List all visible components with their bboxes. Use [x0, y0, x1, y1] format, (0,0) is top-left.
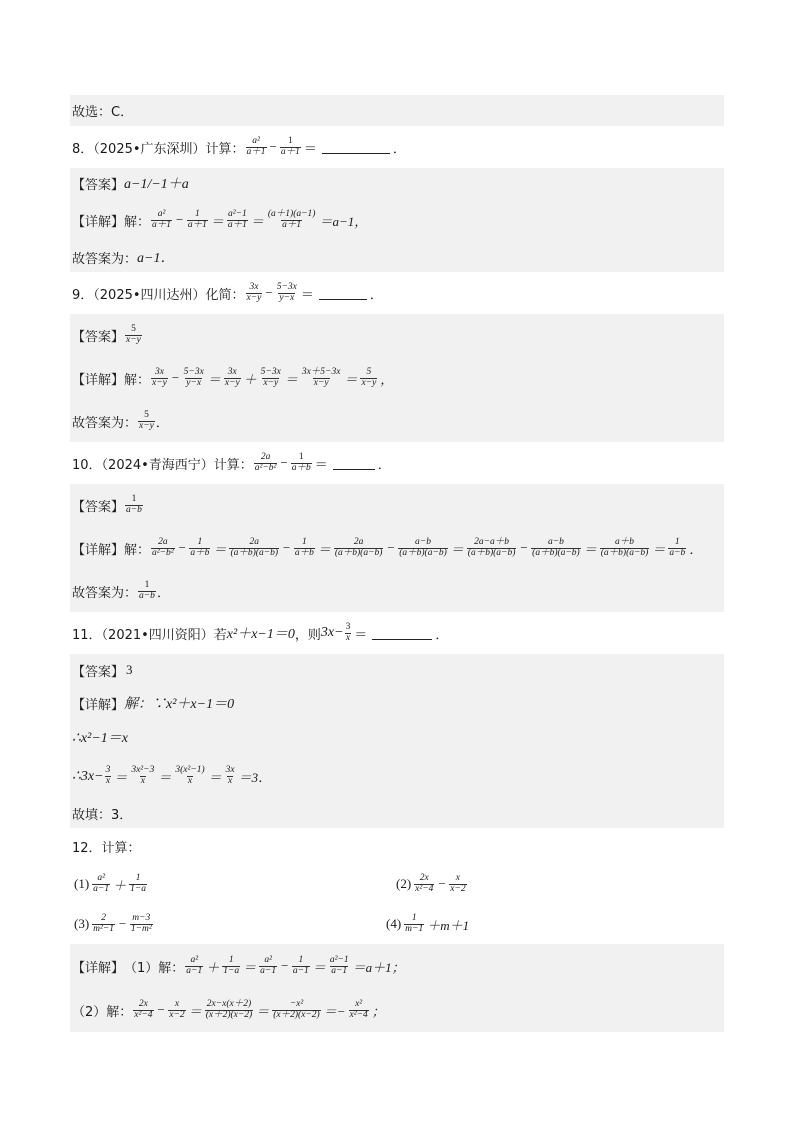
- fraction: [224, 368, 241, 389]
- fraction: [292, 956, 310, 977]
- q8-question: [70, 126, 724, 168]
- q11-solution-block: [70, 654, 724, 828]
- fraction: [229, 538, 279, 559]
- q10-question: [70, 442, 724, 484]
- fraction: [267, 210, 317, 231]
- numerator: a−b: [547, 536, 564, 547]
- q11-expr-pre: 3x−: [320, 625, 344, 640]
- fraction: [151, 368, 168, 389]
- denominator: x²−4: [349, 1009, 368, 1020]
- fraction: [467, 538, 517, 559]
- math-operator: ＝: [344, 371, 358, 387]
- fraction: [133, 1000, 153, 1021]
- denominator: 1−a: [130, 883, 147, 894]
- math-operator: −: [177, 540, 187, 555]
- fraction: [449, 874, 466, 895]
- numerator: 5−3x: [260, 366, 281, 377]
- q10-answer: $\frac{1}{a-b}$: [126, 493, 142, 515]
- denominator: (a＋b)(a−b): [600, 547, 649, 558]
- q11-answer-blank: [372, 627, 432, 640]
- q12-s1-steps: [184, 956, 406, 977]
- denominator: x²−4: [415, 883, 434, 894]
- fraction: [272, 1000, 321, 1021]
- numerator: 1: [135, 872, 141, 883]
- fraction: [92, 874, 110, 895]
- detail-tag: 【详解】: [72, 372, 125, 388]
- q10-answer-line: [70, 484, 724, 526]
- math-operator: ＝: [213, 541, 227, 557]
- denominator: (a＋b)(a−b): [399, 547, 447, 558]
- math-operator: ＝: [243, 959, 257, 975]
- q10-steps: [150, 538, 704, 559]
- q9-answer-blank: [319, 287, 367, 300]
- math-operator: −: [519, 540, 529, 555]
- math-operator: ＋m＋1: [427, 917, 470, 933]
- numerator: 2x: [138, 998, 148, 1009]
- fraction: [105, 766, 112, 787]
- q11-tail: ．: [435, 627, 449, 643]
- q9-tail: ．: [369, 287, 383, 303]
- math-operator: ＝: [188, 1003, 202, 1019]
- part-label: (2): [396, 876, 412, 891]
- math-operator: ，: [380, 371, 394, 387]
- part-label: (3): [74, 916, 90, 931]
- denominator: x: [187, 775, 193, 786]
- q10-solution-block: [70, 484, 724, 612]
- numerator: (a＋1)(a−1): [267, 208, 316, 219]
- numerator: x²: [355, 998, 363, 1009]
- q11-frac: $\frac{3}{x}$: [345, 621, 351, 643]
- fraction: [183, 368, 205, 389]
- q10-detail-line: [70, 526, 724, 570]
- part-label: (1): [74, 876, 90, 891]
- q9-final-line: [70, 400, 724, 442]
- detail-tag: 【详解】: [72, 960, 125, 976]
- math-operator: ＋: [243, 371, 257, 387]
- numerator: 3x: [225, 764, 235, 775]
- fraction: [600, 538, 650, 559]
- q12-detail-line1: [70, 944, 724, 988]
- q10-header: 10．（2024•青海西宁）计算：: [72, 457, 253, 473]
- q10-eq: ＝: [314, 456, 328, 472]
- numerator: 5−3x: [183, 366, 204, 377]
- math-operator: ＝: [256, 1003, 270, 1019]
- fraction: [259, 956, 277, 977]
- q8-answer: a−1/−1＋a: [124, 177, 189, 192]
- q9-solution-block: [70, 314, 724, 442]
- numerator: 1: [674, 536, 680, 547]
- q8-steps: [150, 210, 369, 231]
- q11-detail-3-pre: ∴3x−: [72, 768, 104, 784]
- fraction: [92, 914, 115, 935]
- denominator: x²−4: [134, 1009, 153, 1020]
- denominator: a＋1: [227, 219, 247, 230]
- fraction: [329, 956, 350, 977]
- q11-detail-2: ∴x²−1＝x: [72, 731, 128, 746]
- denominator: x: [105, 775, 111, 786]
- numerator: a²: [264, 954, 272, 965]
- denominator: 1−m²: [130, 923, 152, 934]
- denominator: a−1: [292, 965, 309, 976]
- fraction: [174, 766, 205, 787]
- math-operator: ；: [371, 1003, 385, 1019]
- math-operator: −: [175, 212, 184, 227]
- math-operator: ＝a＋1；: [352, 959, 405, 975]
- fraction: [404, 914, 424, 935]
- q10-final-tail: ．: [156, 585, 170, 601]
- fraction: [260, 368, 282, 389]
- numerator: 3x: [227, 366, 237, 377]
- math-operator: ＝: [317, 541, 331, 557]
- fraction: [668, 538, 686, 559]
- numerator: x: [455, 872, 460, 883]
- q12-s1-label: （1）解：: [124, 960, 185, 976]
- numerator: 2x: [419, 872, 429, 883]
- q11-header-b: ，则: [294, 627, 321, 643]
- q10-answer-blank: [333, 457, 375, 470]
- q8-detail-line: [70, 198, 724, 242]
- answer-tag: 【答案】: [72, 664, 125, 680]
- numerator: 3x: [154, 366, 164, 377]
- math-operator: ＝−: [323, 1003, 346, 1019]
- denominator: a＋1: [152, 219, 172, 230]
- denominator: a−1: [186, 965, 203, 976]
- denominator: (a＋b)(a−b): [334, 547, 383, 558]
- denominator: x: [140, 775, 145, 786]
- q9-final: $\frac{5}{x-y}$: [139, 409, 154, 431]
- q12-s2-label: （2）解：: [72, 1004, 133, 1020]
- denominator: a＋1: [282, 219, 302, 230]
- math-operator: ＝: [583, 541, 597, 557]
- final-prefix: 故答案为：: [72, 415, 138, 431]
- q10-tail: ．: [377, 457, 391, 473]
- denominator: x−y: [313, 377, 329, 388]
- denominator: (x＋2)(x−2): [205, 1009, 253, 1020]
- numerator: 1: [228, 954, 234, 965]
- math-operator: ＋: [113, 877, 127, 893]
- math-operator: −: [437, 876, 447, 891]
- fraction: [129, 874, 147, 895]
- numerator: 1: [298, 954, 304, 965]
- denominator: a−1: [93, 883, 110, 894]
- q9-steps: [150, 368, 395, 389]
- q12-part-1-expr: [91, 874, 148, 895]
- fraction: [334, 538, 384, 559]
- math-operator: ＋: [206, 959, 220, 975]
- numerator: 1: [301, 536, 307, 547]
- denominator: x−2: [169, 1009, 185, 1020]
- numerator: a＋b: [615, 536, 635, 547]
- q12-header: 12．计算：: [72, 840, 141, 856]
- math-operator: −: [386, 540, 396, 555]
- denominator: a＋b: [190, 547, 210, 558]
- q8-eq: ＝: [303, 140, 317, 156]
- answer-tag: 【答案】: [72, 499, 125, 515]
- numerator: 2: [101, 912, 106, 923]
- q12-part-4: [384, 914, 471, 935]
- denominator: x−y: [361, 377, 377, 388]
- denominator: a²−b²: [152, 547, 174, 558]
- q11-question: [70, 612, 724, 654]
- q9-final-tail: ．: [155, 415, 169, 431]
- q9-header: 9．（2025•四川达州）化简：: [72, 287, 245, 303]
- denominator: a−b: [669, 547, 686, 558]
- fraction: [205, 1000, 254, 1021]
- fraction: [227, 210, 248, 231]
- q9-minus: −: [265, 285, 273, 300]
- q12-part-2: [394, 874, 468, 895]
- q11-final-line: [70, 798, 724, 828]
- fraction: [168, 1000, 185, 1021]
- fraction: [189, 538, 210, 559]
- numerator: 1: [411, 912, 417, 923]
- numerator: −x²: [289, 998, 304, 1009]
- part-label: (4): [386, 916, 402, 931]
- fraction: [225, 766, 236, 787]
- q11-eq: ＝: [354, 626, 368, 642]
- numerator: a²−1: [227, 208, 247, 219]
- math-operator: ＝: [114, 769, 128, 785]
- denominator: a＋1: [187, 219, 207, 230]
- detail-tag: 【详解】: [72, 697, 125, 713]
- q8-frac-1: $\frac{\text{a²}}{a+1}$: [246, 135, 266, 157]
- q12-part-4-expr: [403, 914, 471, 935]
- math-operator: ．: [689, 541, 703, 557]
- detail-tag: 【详解】: [72, 542, 125, 558]
- q11-detail-1: 解：∵x²＋x−1＝0: [124, 697, 235, 712]
- math-operator: ＝: [312, 959, 326, 975]
- denominator: (x＋2)(x−2): [273, 1009, 320, 1020]
- q8-tail: ．: [392, 141, 406, 157]
- q12-part-3-expr: [91, 914, 154, 935]
- numerator: 2a: [249, 536, 259, 547]
- prev-solution-block: [70, 95, 724, 126]
- numerator: 1: [194, 208, 200, 219]
- prev-conclusion: 故选：C．: [72, 105, 134, 120]
- denominator: x−y: [152, 377, 167, 388]
- q12-part-2-expr: [413, 874, 467, 895]
- final-prefix: 故答案为：: [72, 251, 138, 267]
- q9-detail-line: [70, 356, 724, 400]
- q9-frac-1: $\frac{3x}{x-y}$: [246, 281, 262, 303]
- math-operator: −: [118, 916, 127, 931]
- q11-detail-line3: [70, 754, 724, 798]
- fraction: [185, 956, 203, 977]
- fraction: [531, 538, 581, 559]
- q11-steps: [104, 766, 274, 787]
- denominator: (a＋b)(a−b): [467, 547, 516, 558]
- math-operator: −: [170, 370, 180, 385]
- numerator: 2a: [353, 536, 364, 547]
- fraction: [130, 914, 153, 935]
- q8-answer-line: [70, 168, 724, 198]
- q8-solution-block: [70, 168, 724, 272]
- numerator: a²−1: [329, 954, 349, 965]
- q8-header: 8．（2025•广东深圳）计算：: [72, 141, 245, 157]
- math-operator: −: [156, 1002, 166, 1017]
- q8-final-line: [70, 242, 724, 272]
- q11-answer: 3: [126, 662, 133, 677]
- q11-detail-line2: [70, 720, 724, 754]
- fraction: [301, 368, 342, 389]
- q12-parts-row1: [70, 864, 724, 904]
- fraction: [151, 538, 175, 559]
- denominator: a＋b: [294, 547, 314, 558]
- q10-final-line: [70, 570, 724, 612]
- denominator: m−1: [405, 923, 424, 934]
- fraction: [360, 368, 377, 389]
- math-operator: ＝: [207, 371, 221, 387]
- fraction: [349, 1000, 369, 1021]
- math-operator: −: [280, 958, 289, 973]
- q10-final: $\frac{1}{a-b}$: [139, 579, 155, 601]
- denominator: m²−1: [93, 923, 115, 934]
- q11-condition: x²＋x−1＝0: [226, 627, 295, 642]
- q10-frac-2: $\frac{1}{a+b}$: [291, 451, 311, 473]
- q12-part-1: [72, 874, 394, 895]
- denominator: a−1: [331, 965, 348, 976]
- fraction: [414, 874, 434, 895]
- q9-answer-line: [70, 314, 724, 356]
- q8-final: a−1．: [137, 251, 175, 266]
- math-operator: ＝: [652, 541, 666, 557]
- numerator: a²: [157, 208, 166, 219]
- q9-frac-2: $\frac{5-3x}{y-x}$: [276, 281, 297, 303]
- q12-solution-block: [70, 944, 724, 1032]
- numerator: 3: [105, 764, 111, 775]
- math-operator: ＝3．: [238, 769, 272, 785]
- q12-s2-steps: [132, 1000, 386, 1021]
- q8-answer-blank: [322, 141, 390, 154]
- math-operator: ＝a−1，: [319, 213, 368, 229]
- q9-detail-prefix: 解：: [124, 372, 151, 388]
- denominator: (a＋b)(a−b): [532, 547, 580, 558]
- numerator: 5: [366, 366, 372, 377]
- answer-tag: 【答案】: [72, 329, 125, 345]
- numerator: a−b: [415, 536, 431, 547]
- q9-eq: ＝: [300, 286, 314, 302]
- final-prefix: 故答案为：: [72, 585, 138, 601]
- q8-detail-prefix: 解：: [124, 214, 151, 230]
- q12-detail-line2: [70, 988, 724, 1032]
- document-page: [70, 95, 724, 1032]
- numerator: 3x²−3: [131, 764, 155, 775]
- numerator: 1: [197, 536, 203, 547]
- fraction: [398, 538, 448, 559]
- math-operator: −: [282, 540, 291, 555]
- math-operator: ＝: [284, 371, 298, 387]
- numerator: a²: [190, 954, 199, 965]
- numerator: a²: [97, 872, 105, 883]
- math-operator: ＝: [208, 769, 222, 785]
- q10-minus: −: [280, 455, 288, 470]
- numerator: m−3: [132, 912, 151, 923]
- math-operator: ＝: [250, 213, 264, 229]
- fraction: [222, 956, 240, 977]
- denominator: (a＋b)(a−b): [230, 547, 279, 558]
- q11-detail-line1: [70, 686, 724, 720]
- denominator: x−2: [450, 883, 466, 894]
- math-operator: ＝: [158, 769, 172, 785]
- denominator: a−1: [260, 965, 277, 976]
- q8-minus: −: [269, 139, 277, 154]
- numerator: 2a−a＋b: [474, 536, 510, 547]
- q10-frac-1: $\frac{2a}{\text{a²−b²}}$: [254, 451, 277, 473]
- numerator: 2x−x(x＋2): [206, 998, 252, 1009]
- denominator: x−y: [263, 377, 279, 388]
- numerator: 3x＋5−3x: [301, 366, 341, 377]
- q12-parts-row2: [70, 904, 724, 944]
- detail-tag: 【详解】: [72, 214, 125, 230]
- denominator: x: [228, 775, 233, 786]
- denominator: 1−a: [223, 965, 240, 976]
- numerator: 2a: [158, 536, 168, 547]
- answer-tag: 【答案】: [72, 177, 125, 193]
- denominator: x−y: [224, 377, 240, 388]
- q12-question: [70, 828, 724, 864]
- q11-header: 11．（2021•四川资阳）若: [72, 627, 227, 643]
- numerator: x: [174, 998, 180, 1009]
- q12-part-3: [72, 914, 384, 935]
- q9-question: [70, 272, 724, 314]
- math-operator: ＝: [210, 213, 224, 229]
- math-operator: ＝: [450, 541, 464, 557]
- denominator: y−x: [186, 377, 202, 388]
- q9-answer: $\frac{5}{x-y}$: [126, 323, 141, 345]
- q11-answer-line: [70, 654, 724, 686]
- q11-final: 故填：3．: [72, 807, 133, 823]
- numerator: 3(x²−1): [175, 764, 205, 775]
- fraction: [294, 538, 315, 559]
- fraction: [151, 210, 172, 231]
- q10-detail-prefix: 解：: [124, 542, 151, 558]
- fraction: [187, 210, 208, 231]
- fraction: [130, 766, 155, 787]
- q8-frac-2: $\frac{1}{a+1}$: [280, 135, 300, 157]
